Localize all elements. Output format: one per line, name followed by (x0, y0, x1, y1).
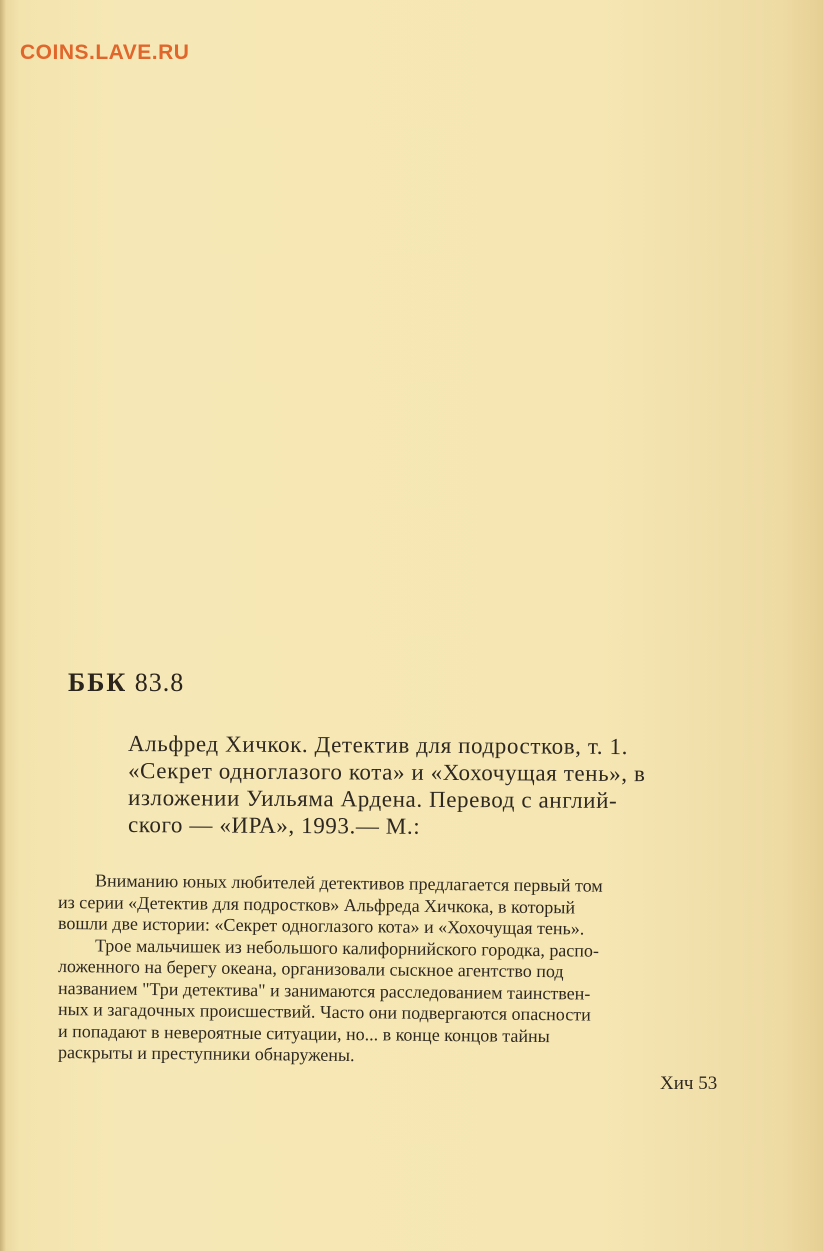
annotation-line: вошли две истории: «Секрет одноглазого кота» и «Хохочущая тень». (57, 913, 585, 939)
citation-line: изложении Уильяма Ардена. Перевод с англий- (127, 785, 618, 813)
annotation-line: ных и загадочных происшествий. Часто они подвергаются опасности (57, 999, 591, 1025)
page-edge-shadow (0, 0, 6, 1251)
annotation-line: Трое мальчишек из небольшого калифорнийского городка, распо- (94, 934, 600, 961)
citation-line: «Секрет одноглазого кота» и «Хохочущая тень», в (127, 758, 646, 787)
watermark: COINS.LAVE.RU (20, 41, 190, 64)
author-code: Хич 53 (660, 1073, 718, 1094)
annotation-line: названием "Три детектива" и занимаются расследованием таинствен- (57, 977, 591, 1004)
bbk-value: 83.8 (134, 668, 185, 697)
annotation-line: ложенного на берегу океана, организовали сыскное агентство под (57, 956, 564, 982)
annotation (58, 870, 738, 1064)
annotation-line: из серии «Детектив для подростков» Альфреда Хичкока, в который (57, 891, 576, 917)
citation-line: ского — «ИРА», 1993.— М.: (127, 812, 421, 839)
citation-line: Альфред Хичкок. Детектив для подростков, т. 1. (127, 731, 629, 760)
bibliographic-citation (128, 730, 743, 838)
bbk-label: ББК (68, 668, 128, 697)
annotation-line: раскрыты и преступники обнаружены. (57, 1042, 355, 1066)
annotation-line: и попадают в невероятные ситуации, но... в конце концов тайны (57, 1020, 550, 1046)
bbk-classification (68, 668, 184, 698)
annotation-line: Вниманию юных любителей детективов предлагается первый том (94, 870, 603, 896)
